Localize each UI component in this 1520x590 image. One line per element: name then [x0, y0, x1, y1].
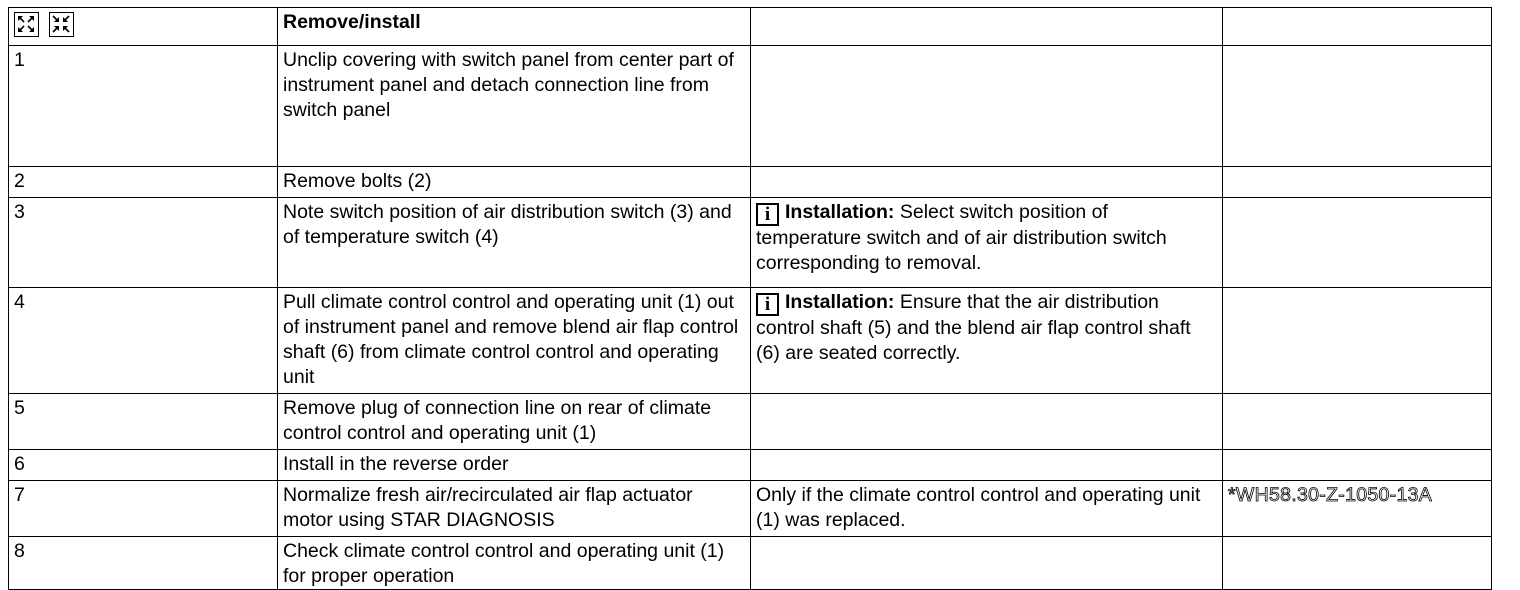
header-icons-cell: [9, 8, 278, 46]
step-ref: [1223, 450, 1492, 481]
step-ref: [1223, 46, 1492, 167]
step-note: [751, 394, 1223, 450]
note-text: Select switch position of temperature switch and of air distribution switch corresponding to removal.: [756, 201, 1167, 274]
step-note: [751, 450, 1223, 481]
step-row: [9, 481, 1492, 537]
step-note: [751, 198, 1223, 288]
step-row: [9, 450, 1492, 481]
step-number: 5: [9, 394, 278, 450]
step-text: Remove bolts (2): [278, 167, 751, 198]
step-row: [9, 537, 1492, 590]
step-note: [751, 288, 1223, 394]
step-ref: [1223, 167, 1492, 198]
expand-all-icon[interactable]: [14, 12, 39, 37]
step-text: Normalize fresh air/recirculated air flap actuator motor using STAR DIAGNOSIS: [278, 481, 751, 537]
step-ref: [1223, 394, 1492, 450]
step-text: Pull climate control control and operating unit (1) out of instrument panel and remove blend air flap control shaft (6) from climate control control and operating unit: [278, 288, 751, 394]
step-ref: [1223, 198, 1492, 288]
step-number: 1: [9, 46, 278, 167]
step-row: [9, 46, 1492, 167]
note-lead: Installation:: [785, 291, 895, 313]
step-text: Remove plug of connection line on rear of climate control control and operating unit (1): [278, 394, 751, 450]
step-number: 2: [9, 167, 278, 198]
step-number: 3: [9, 198, 278, 288]
step-note: [751, 537, 1223, 590]
step-number: 4: [9, 288, 278, 394]
section-title: Remove/install: [278, 8, 751, 46]
step-text: Note switch position of air distribution switch (3) and of temperature switch (4): [278, 198, 751, 288]
collapse-all-icon[interactable]: [49, 12, 74, 37]
step-row: [9, 198, 1492, 288]
step-row: [9, 288, 1492, 394]
note-lead: Installation:: [785, 201, 895, 223]
step-ref: [1223, 537, 1492, 590]
step-number: 6: [9, 450, 278, 481]
step-note: Only if the climate control control and operating unit (1) was replaced.: [751, 481, 1223, 537]
procedure-table: [8, 7, 1492, 590]
step-text: Check climate control control and operating unit (1) for proper operation: [278, 537, 751, 590]
header-empty-cell: [751, 8, 1223, 46]
header-empty-cell: [1223, 8, 1492, 46]
step-ref: [1223, 288, 1492, 394]
note-text: Ensure that the air distribution control shaft (5) and the blend air flap control shaft (6) are seated correctly.: [756, 291, 1191, 364]
step-text: Unclip covering with switch panel from center part of instrument panel and detach connection line from switch panel: [278, 46, 751, 167]
info-icon: i: [756, 203, 779, 226]
header-row: [9, 8, 1492, 46]
step-text: Install in the reverse order: [278, 450, 751, 481]
step-number: 8: [9, 537, 278, 590]
step-number: 7: [9, 481, 278, 537]
document-reference-link[interactable]: *WH58.30-Z-1050-13A: [1223, 481, 1492, 537]
step-row: [9, 167, 1492, 198]
step-note: [751, 46, 1223, 167]
step-row: [9, 394, 1492, 450]
info-icon: i: [756, 293, 779, 316]
step-note: [751, 167, 1223, 198]
